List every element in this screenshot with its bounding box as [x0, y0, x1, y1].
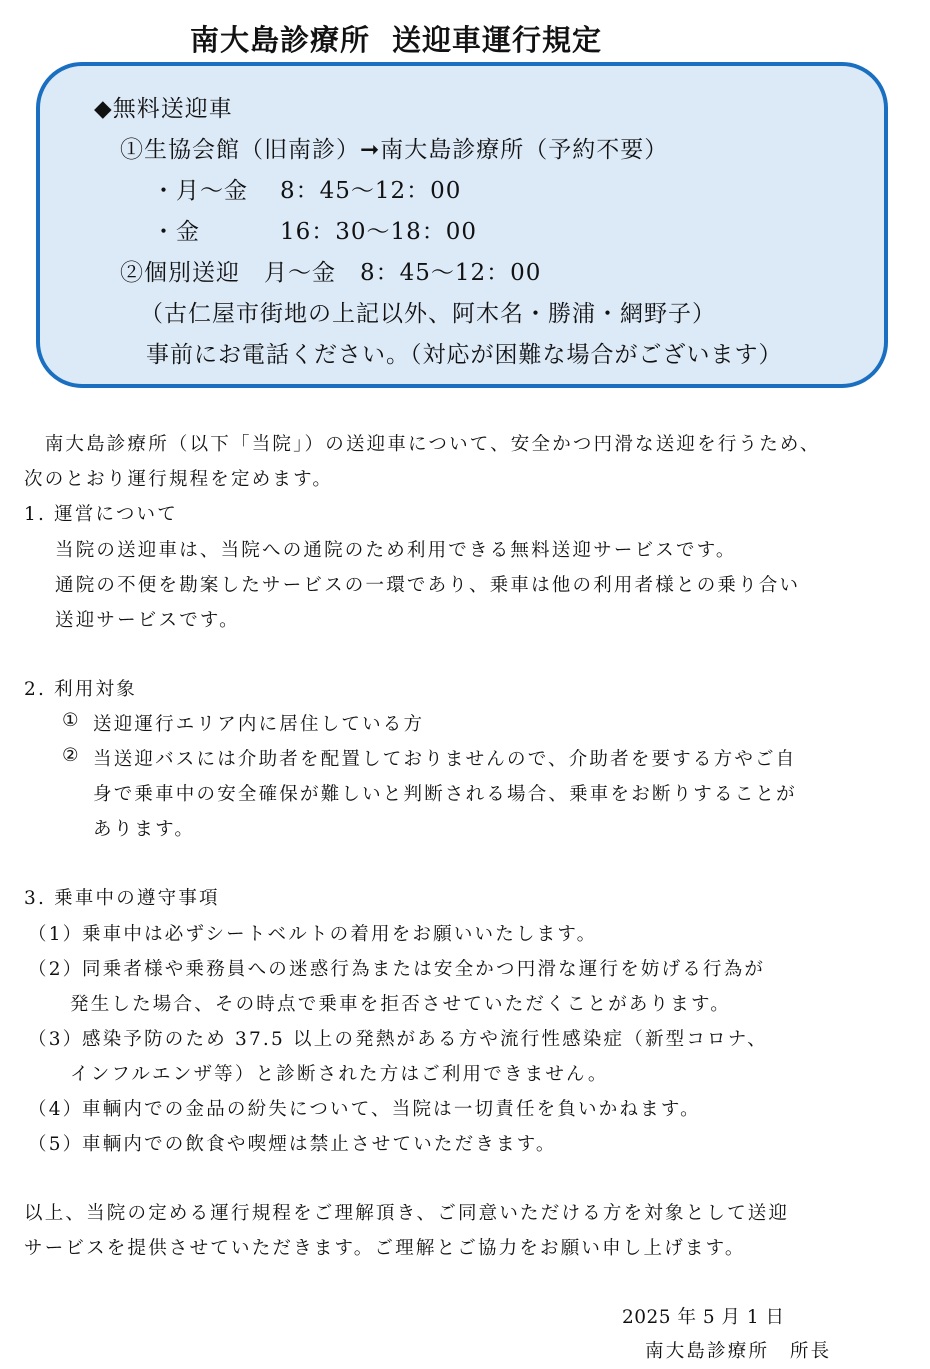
title-doc: 送迎車運行規定 [392, 23, 603, 57]
section1-line: 通院の不便を勘案したサービスの一環であり、乗車は他の利用者様との乗り合い [55, 575, 801, 596]
section3-item-line: 車輌内での飲食や喫煙は禁止させていただきます。 [82, 1134, 557, 1155]
section3-heading: 3. 乗車中の遵守事項 [24, 888, 220, 909]
route2: ②個別送迎 月～金 8：45～12：00 [120, 260, 542, 286]
route1-time-2: 16：30～18：00 [280, 219, 478, 245]
section3-item-num: （4） [28, 1099, 84, 1120]
intro-line: 次のとおり運行規程を定めます。 [24, 469, 334, 490]
page-title [0, 18, 930, 59]
section3-item-num: （2） [28, 959, 84, 980]
section2-item-num: ② [62, 745, 81, 766]
section3-item-num: （5） [28, 1134, 84, 1155]
section1-heading: 1. 運営について [24, 504, 178, 525]
section3-item-line: 同乗者様や乗務員への迷惑行為または安全かつ円滑な運行を妨げる行為が [82, 959, 766, 980]
route1-days-1: ・月～金 [152, 178, 248, 204]
signature-date: 2025 年 5 月 1 日 [622, 1307, 785, 1328]
closing-line: サービスを提供させていただきます。ご理解とご協力をお願い申し上げます。 [24, 1238, 746, 1259]
route1-time-1: 8：45～12：00 [280, 178, 462, 204]
section3-item-num: （3） [28, 1029, 84, 1050]
section3-item-line: 乗車中は必ずシートベルトの着用をお願いいたします。 [82, 924, 598, 945]
route2-area: （古仁屋市街地の上記以外、阿木名・勝浦・網野子） [140, 301, 716, 327]
signature-issuer: 南大島診療所 所長 [645, 1341, 832, 1362]
route1: ①生協会館（旧南診）➞南大島診療所（予約不要） [120, 137, 669, 163]
section2-heading: 2. 利用対象 [24, 679, 137, 700]
section1-line: 送迎サービスです。 [55, 610, 240, 631]
section3-item-line: 感染予防のため 37.5 以上の発熱がある方や流行性感染症（新型コロナ、 [82, 1029, 768, 1050]
section2-item-line: 当送迎バスには介助者を配置しておりませんので、介助者を要する方やご自 [93, 749, 797, 770]
section3-item-line: 車輌内での金品の紛失について、当院は一切責任を負いかねます。 [82, 1099, 701, 1120]
section3-item-line: 発生した場合、その時点で乗車を拒否させていただくことがあります。 [70, 994, 731, 1015]
intro-line: 南大島診療所（以下「当院」）の送迎車について、安全かつ円滑な送迎を行うため、 [24, 434, 821, 455]
section3-item-num: （1） [28, 924, 84, 945]
section3-item-line: インフルエンザ等）と診断された方はご利用できません。 [70, 1064, 609, 1085]
section2-item-num: ① [62, 710, 81, 731]
section2-item-line: あります。 [93, 819, 196, 840]
route1-days-2: ・金 [152, 219, 200, 245]
section1-line: 当院の送迎車は、当院への通院のため利用できる無料送迎サービスです。 [55, 540, 737, 561]
route2-note: 事前にお電話ください。（対応が困難な場合がございます） [146, 342, 783, 368]
section2-item-line: 送迎運行エリア内に居住している方 [93, 714, 425, 735]
closing-line: 以上、当院の定める運行規程をご理解頂き、ご同意いただける方を対象として送迎 [24, 1203, 790, 1224]
title-clinic: 南大島診療所 [190, 23, 371, 57]
section2-item-line: 身で乗車中の安全確保が難しいと判断される場合、乗車をお断りすることが [93, 784, 797, 805]
box-heading: ◆無料送迎車 [94, 96, 233, 122]
